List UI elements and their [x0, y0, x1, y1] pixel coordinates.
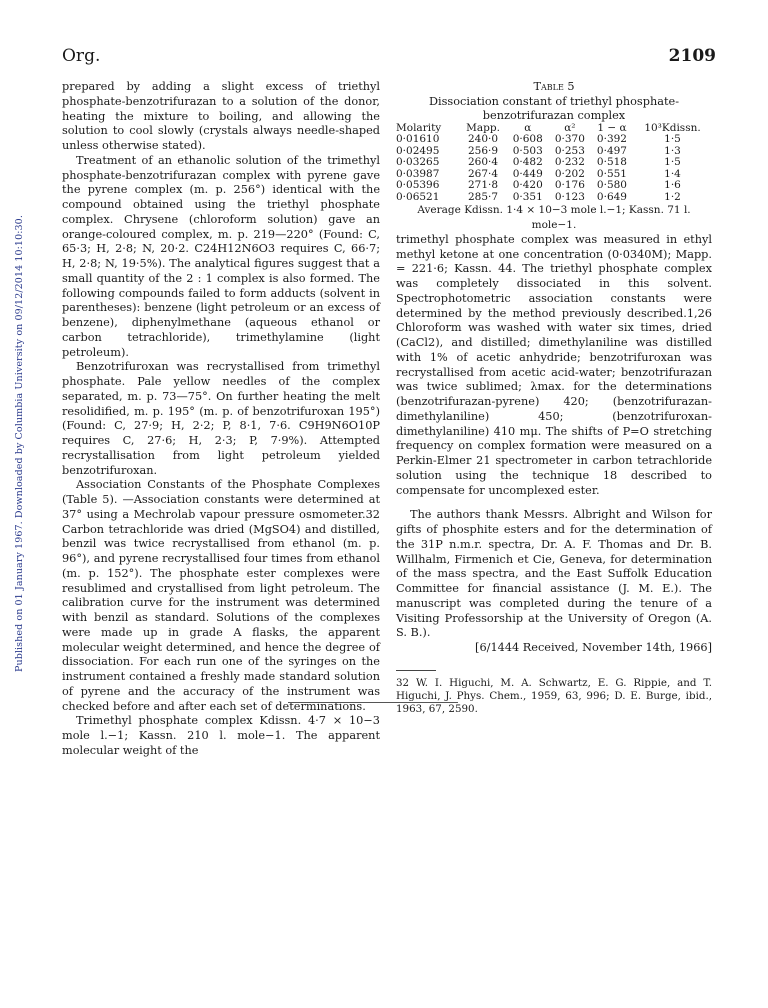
table-cell: 0·176 [554, 179, 585, 192]
acknowledgements: The authors thank Messrs. Albright and Wilson for gifts of phosphite esters and for the determination of the 31P n.m.r. spectra, Dr. A. F. Thomas and Dr. B. Willhalm, Firmenich et Cie, Geneva, for determination of the mass spectra, and the East Suffolk Education Committee for financial assistance (J. M. E.). The manuscript was completed during the tenure of a Visiting Professorship at the University of Oregon (A. S. B.). [396, 508, 712, 640]
table-cell: 0·232 [554, 156, 585, 169]
table-row [396, 192, 712, 204]
column-header: Molarity [396, 121, 442, 134]
table-cell: 0·06521 [396, 190, 440, 203]
table-cell: 0·649 [596, 190, 627, 203]
table-cell: 0·03265 [396, 156, 440, 169]
table-cell: 0·01610 [396, 133, 440, 146]
journal-name: Org. [62, 46, 101, 66]
table-cell: 1·5 [664, 156, 681, 169]
table-cell: 0·518 [596, 156, 627, 169]
table-cell: 0·497 [596, 144, 627, 157]
table-cell: 1·5 [664, 133, 681, 146]
table-cell: 0·608 [512, 133, 543, 146]
column-header: 10³Kdissn. [644, 121, 701, 134]
table-title: Table 5 [533, 80, 575, 93]
paragraph: prepared by adding a slight excess of triethyl phosphate-benzotrifurazan to a solution of the donor, heating the mixture to boiling, and allowing the solution to cool slowly (crystals always needle-shaped unless otherwise stated). [62, 80, 380, 152]
table-cell: 0·503 [512, 144, 543, 157]
table-cell: 271·8 [467, 179, 499, 192]
column-header: α² [564, 121, 576, 134]
table-cell: 0·03987 [396, 167, 440, 180]
table-cell: 0·351 [512, 190, 543, 203]
table-cell: 0·202 [554, 167, 585, 180]
table-cell: 240·0 [467, 133, 499, 146]
table-cell: 1·2 [664, 190, 681, 203]
publication-note: Published on 01 January 1967. Downloaded by Columbia University on 09/12/2014 10:10:30. [14, 215, 25, 672]
received-note: [6/1444 Received, November 14th, 1966] [475, 641, 712, 654]
column-header: Mapp. [466, 121, 500, 134]
table-cell: 0·05396 [396, 179, 440, 192]
paragraph: Benzotrifuroxan was recrystallised from trimethyl phosphate. Pale yellow needles of the complex separated, m. p. 73—75°. On further heating the melt resolidified, m. p. 195° (m. p. of benzotrifuroxan 195°) (Found: C, 27·9; H, 2·2; P, 8·1, 7·6. C9H9N6O10P requires C, 27·6; H, 2·3; P, 7·9%). Attempted recrystallisation from light petroleum yielded benzotrifuroxan. [62, 360, 380, 477]
table-cell: 267·4 [467, 167, 499, 180]
table-cell: 1·3 [664, 144, 681, 157]
table-average: Average Kdissn. 1·4 × 10−3 mole l.−1; Kassn. 71 l. mole−1. [417, 204, 691, 231]
table-cell: 0·482 [512, 156, 543, 169]
page-header [62, 46, 716, 70]
right-column [396, 80, 712, 716]
table-cell: 285·7 [467, 190, 499, 203]
table-caption: Dissociation constant of triethyl phosphate-benzotrifurazan complex [428, 94, 680, 122]
column-header: 1 − α [597, 121, 627, 134]
dissociation-table [396, 123, 712, 204]
column-header: α [524, 121, 532, 134]
page-number: 2109 [668, 46, 716, 66]
paragraph: Association Constants of the Phosphate Complexes (Table 5). —Association constants were determined at 37° using a Mechrolab vapour pressure osmometer.32 Carbon tetrachloride was dried (MgSO4) and distilled, benzil was twice recrystallised from ethanol (m. p. 96°), and pyrene recrystallised four times from ethanol (m. p. 152°). The phosphate ester complexes were resublimed and crystallised from light petroleum. The calibration curve for the instrument was determined with benzil as standard. Solutions of the complexes were made up in grade A flasks, the apparent molecular weight determined, and hence the degree of dissociation. For each run one of the syringes on the instrument contained a freshly made standard solution of pyrene and the accuracy of the instrument was checked before and after each set of determinations. [62, 478, 380, 713]
end-rule [288, 702, 458, 703]
left-column [62, 80, 380, 759]
table-cell: 1·4 [664, 167, 681, 180]
table-cell: 0·02495 [396, 144, 440, 157]
table-cell: 0·253 [554, 144, 585, 157]
paragraph: trimethyl phosphate complex was measured in ethyl methyl ketone at one concentration (0·0340M); Mapp. = 221·6; Kassn. 44. The triethyl phosphate complex was completely dissociated in this solvent. Spectrophotometric association constants were determined by the method previously described.1,26 Chloroform was washed with water six times, dried (CaCl2), and distilled; dimethylaniline was distilled with 1% of acetic anhydride; benzotrifuroxan was recrystallised from acetic acid-water; benzotrifurazan was twice sublimed; λmax. for the determinations (benzotrifurazan-pyrene) 420; (benzotrifurazan-dimethylaniline) 450; (benzotrifuroxan-dimethylaniline) 410 mμ. The shifts of P=O stretching frequency on complex formation were measured on a Perkin-Elmer 21 spectrometer in carbon tetrachloride solution using the technique 18 described to compensate for uncomplexed ester. [396, 232, 712, 497]
table-cell: 1·6 [664, 179, 681, 192]
footnote-rule [396, 670, 436, 671]
table-cell: 256·9 [467, 144, 499, 157]
table-cell: 0·449 [512, 167, 543, 180]
paragraph: Treatment of an ethanolic solution of the trimethyl phosphate-benzotrifurazan complex with pyrene gave the pyrene complex (m. p. 256°) identical with the compound obtained using the triethyl phosphate complex. Chrysene (chloroform solution) gave an orange-coloured complex, m. p. 219—220° (Found: C, 65·3; H, 2·8; N, 20·2. C24H12N6O3 requires C, 66·7; H, 2·8; N, 19·5%). The analytical figures suggest that a small quantity of the 2 : 1 complex is also formed. The following compounds failed to form adducts (solvent in parentheses): benzene (light petroleum or an excess of benzene), diphenylmethane (aqueous ethanol or carbon tetrachloride), trimethylamine (light petroleum). [62, 153, 380, 359]
footnote: 32 W. I. Higuchi, M. A. Schwartz, E. G. Rippie, and T. Higuchi, J. Phys. Chem., 1959, 63, 996; D. E. Burge, ibid., 1963, 67, 2590. [396, 676, 712, 715]
spacer [396, 498, 712, 508]
table-cell: 0·123 [554, 190, 585, 203]
table-cell: 0·580 [596, 179, 627, 192]
paragraph: Trimethyl phosphate complex Kdissn. 4·7 × 10−3 mole l.−1; Kassn. 210 l. mole−1. The apparent molecular weight of the [62, 714, 380, 757]
table-cell: 260·4 [467, 156, 499, 169]
table-cell: 0·551 [596, 167, 627, 180]
table-cell: 0·392 [596, 133, 627, 146]
table-cell: 0·420 [512, 179, 543, 192]
table-cell: 0·370 [554, 133, 585, 146]
